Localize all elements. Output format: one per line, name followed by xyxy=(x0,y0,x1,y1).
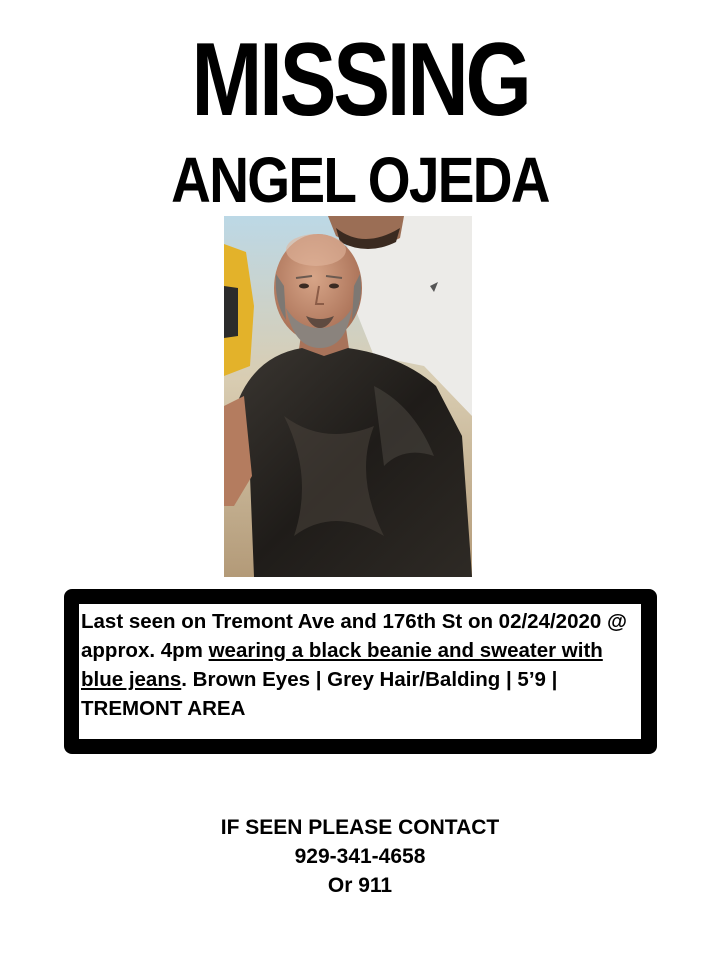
details-clothing: wearing a black beanie and sweater with blue jeans xyxy=(81,639,603,691)
contact-phone: 929-341-4658 xyxy=(294,845,426,868)
details-text-part2: . Brown Eyes | Grey Hair/Balding | 5’9 | TREMONT AREA xyxy=(81,668,558,720)
person-photo-icon xyxy=(224,216,472,577)
last-seen-details xyxy=(79,604,641,739)
contact-emergency: Or 911 xyxy=(327,874,393,897)
missing-person-photo xyxy=(224,216,472,577)
contact-section xyxy=(0,813,720,900)
contact-heading: IF SEEN PLEASE CONTACT xyxy=(220,816,500,839)
details-text-part1: Last seen on Tremont Ave and 176th St on 02/24/2020 @ approx. 4pm xyxy=(81,610,627,662)
headline-missing: MISSING xyxy=(191,22,529,138)
missing-person-name: ANGEL OJEDA xyxy=(171,144,549,216)
